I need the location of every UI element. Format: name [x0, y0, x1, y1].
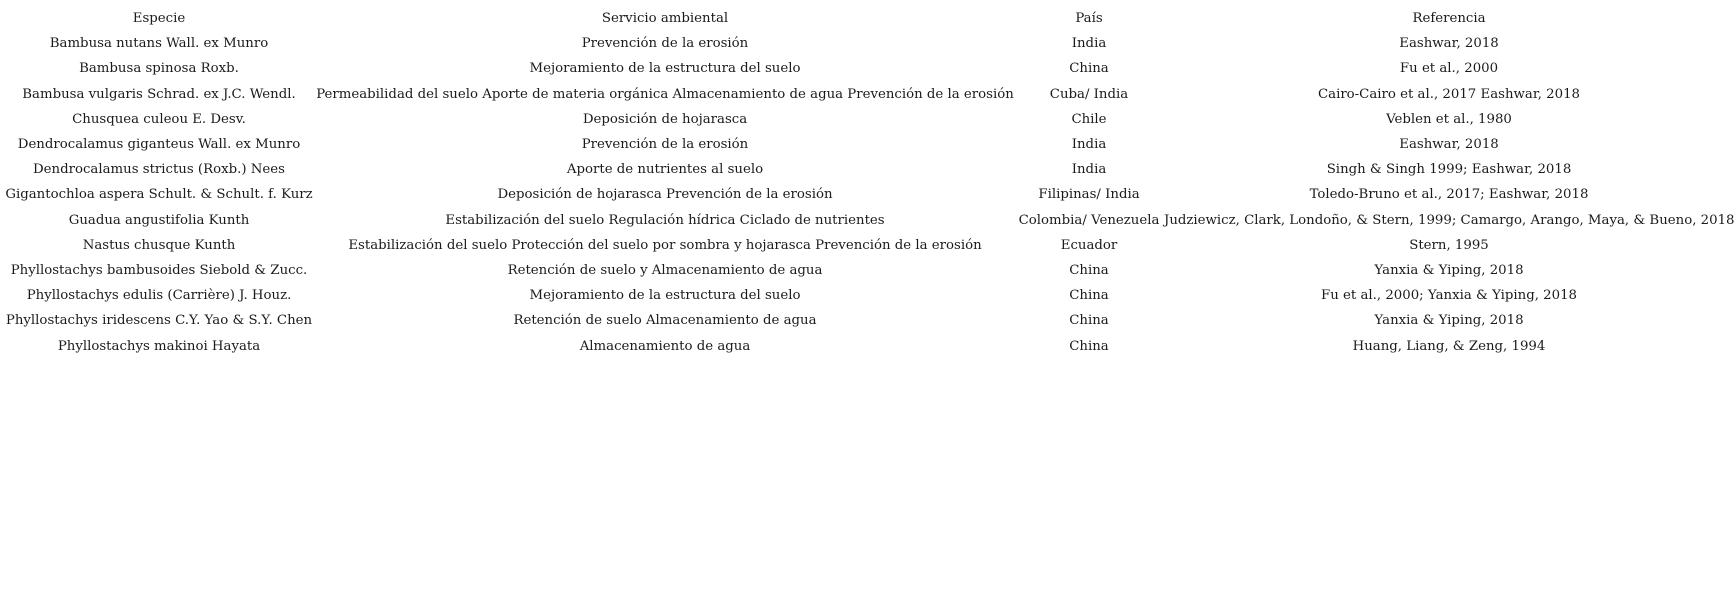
cell-servicio-ambiental: Prevención de la erosión	[581, 137, 749, 153]
cell-especie: Chusquea culeou E. Desv.	[72, 111, 246, 127]
table-row	[2, 82, 1734, 107]
cell-pais: India	[1071, 137, 1107, 153]
table-body	[2, 31, 1734, 359]
table-row	[2, 107, 1734, 132]
cell-referencia: Stern, 1995	[1409, 237, 1489, 253]
species-table	[2, 6, 1734, 359]
cell-pais: China	[1069, 288, 1109, 304]
cell-referencia: Eashwar, 2018	[1399, 36, 1499, 52]
cell-servicio-ambiental: Almacenamiento de agua	[579, 338, 751, 354]
cell-especie: Bambusa nutans Wall. ex Munro	[49, 36, 269, 52]
cell-pais: China	[1069, 338, 1109, 354]
cell-especie: Phyllostachys makinoi Hayata	[57, 338, 261, 354]
cell-servicio-ambiental: Permeabilidad del suelo Aporte de materia orgánica Almacenamiento de agua Prevención de la erosión	[316, 86, 1014, 102]
header-servicio-ambiental: Servicio ambiental	[601, 11, 729, 26]
cell-servicio-ambiental: Estabilización del suelo Regulación hídrica Ciclado de nutrientes	[445, 212, 885, 228]
header-especie: Especie	[132, 11, 186, 26]
cell-especie: Guadua angustifolia Kunth	[68, 212, 250, 228]
table-row	[2, 182, 1734, 207]
cell-pais: China	[1069, 313, 1109, 329]
table-row	[2, 31, 1734, 56]
cell-servicio-ambiental: Retención de suelo y Almacenamiento de agua	[507, 263, 823, 279]
cell-pais: China	[1069, 61, 1109, 77]
cell-referencia: Yanxia & Yiping, 2018	[1374, 313, 1524, 329]
cell-servicio-ambiental: Prevención de la erosión	[581, 36, 749, 52]
cell-especie: Dendrocalamus giganteus Wall. ex Munro	[17, 137, 301, 153]
cell-referencia: Judziewicz, Clark, Londoño, & Stern, 1999; Camargo, Arango, Maya, & Bueno, 2018	[1164, 212, 1735, 228]
cell-pais: Chile	[1071, 111, 1107, 127]
cell-servicio-ambiental: Deposición de hojarasca	[582, 111, 748, 127]
cell-pais: Cuba/ India	[1049, 86, 1129, 102]
cell-especie: Phyllostachys iridescens C.Y. Yao & S.Y. Chen	[5, 313, 313, 329]
cell-especie: Phyllostachys edulis (Carrière) J. Houz.	[26, 288, 292, 304]
cell-pais: India	[1071, 36, 1107, 52]
cell-servicio-ambiental: Estabilización del suelo Protección del suelo por sombra y hojarasca Prevención de la erosión	[348, 237, 982, 253]
cell-referencia: Toledo-Bruno et al., 2017; Eashwar, 2018	[1309, 187, 1589, 203]
header-row	[2, 6, 1734, 31]
cell-referencia: Singh & Singh 1999; Eashwar, 2018	[1326, 162, 1572, 178]
table-header	[2, 6, 1734, 31]
table-row	[2, 308, 1734, 333]
cell-especie: Bambusa spinosa Roxb.	[79, 61, 239, 77]
cell-servicio-ambiental: Aporte de nutrientes al suelo	[566, 162, 764, 178]
table-row	[2, 208, 1734, 233]
table-row	[2, 334, 1734, 359]
cell-pais: Ecuador	[1060, 237, 1118, 253]
cell-servicio-ambiental: Deposición de hojarasca Prevención de la erosión	[497, 187, 833, 203]
cell-especie: Dendrocalamus strictus (Roxb.) Nees	[33, 162, 285, 178]
table-row	[2, 233, 1734, 258]
cell-especie: Gigantochloa aspera Schult. & Schult. f. Kurz	[5, 187, 313, 203]
cell-servicio-ambiental: Mejoramiento de la estructura del suelo	[529, 61, 801, 77]
table-row	[2, 157, 1734, 182]
cell-referencia: Cairo-Cairo et al., 2017 Eashwar, 2018	[1317, 86, 1581, 102]
cell-servicio-ambiental: Retención de suelo Almacenamiento de agua	[513, 313, 817, 329]
cell-referencia: Fu et al., 2000; Yanxia & Yiping, 2018	[1321, 288, 1577, 304]
table-row	[2, 132, 1734, 157]
header-pais: País	[1075, 11, 1103, 26]
cell-referencia: Huang, Liang, & Zeng, 1994	[1352, 338, 1546, 354]
cell-especie: Bambusa vulgaris Schrad. ex J.C. Wendl.	[22, 86, 296, 102]
cell-especie: Phyllostachys bambusoides Siebold & Zucc.	[10, 263, 308, 279]
cell-pais: Colombia/ Venezuela	[1018, 212, 1160, 228]
table-row	[2, 258, 1734, 283]
cell-pais: China	[1069, 263, 1109, 279]
cell-pais: Filipinas/ India	[1038, 187, 1140, 203]
table-row	[2, 56, 1734, 81]
cell-referencia: Yanxia & Yiping, 2018	[1374, 263, 1524, 279]
cell-especie: Nastus chusque Kunth	[82, 237, 236, 253]
cell-referencia: Eashwar, 2018	[1399, 137, 1499, 153]
cell-referencia: Fu et al., 2000	[1399, 61, 1499, 77]
table-row	[2, 283, 1734, 308]
cell-referencia: Veblen et al., 1980	[1386, 111, 1512, 127]
cell-servicio-ambiental: Mejoramiento de la estructura del suelo	[529, 288, 801, 304]
header-referencia: Referencia	[1412, 11, 1486, 26]
cell-pais: India	[1071, 162, 1107, 178]
